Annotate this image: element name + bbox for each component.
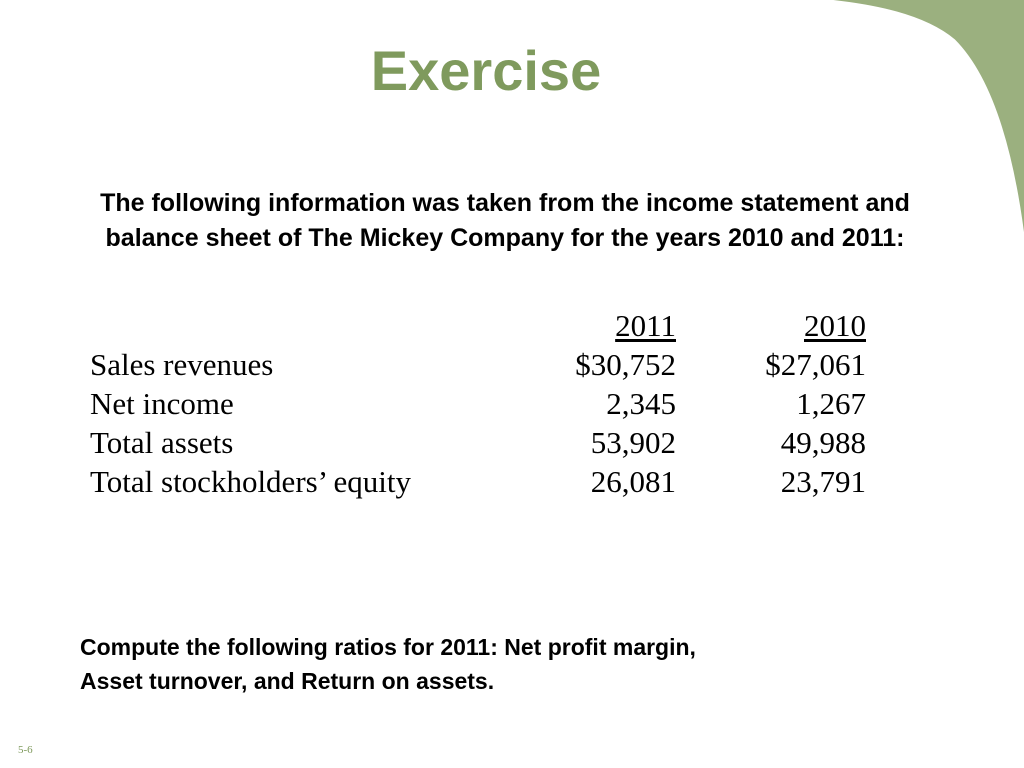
table-header-row — [80, 306, 866, 345]
task-line: Asset turnover, and Return on assets. — [80, 668, 495, 694]
year-2010-heading: 2010 — [804, 308, 866, 343]
row-label: Total assets — [90, 425, 234, 460]
row-label: Net income — [90, 386, 234, 421]
row-label: Total stockholders’ equity — [90, 464, 411, 499]
intro-line: The following information was taken from the income statement and — [100, 189, 910, 217]
value-2010: $27,061 — [765, 347, 866, 382]
intro-line: balance sheet of The Mickey Company for the years 2010 and 2011: — [105, 224, 905, 252]
value-2010: 23,791 — [780, 464, 866, 499]
intro-text — [20, 186, 990, 256]
row-label: Sales revenues — [90, 347, 274, 382]
page-number: 5-6 — [18, 744, 33, 756]
financial-data-table — [80, 306, 866, 501]
value-2010: 1,267 — [796, 386, 866, 421]
table-row — [80, 384, 866, 423]
value-2011: 2,345 — [606, 386, 676, 421]
value-2011: 26,081 — [590, 464, 676, 499]
table-row — [80, 462, 866, 501]
value-2010: 49,988 — [780, 425, 866, 460]
task-line: Compute the following ratios for 2011: Net profit margin, — [80, 634, 696, 660]
table-row — [80, 423, 866, 462]
value-2011: 53,902 — [590, 425, 676, 460]
task-instructions — [80, 630, 880, 698]
year-2011-heading: 2011 — [615, 308, 676, 343]
header-2010-cell — [676, 306, 866, 345]
page-title: Exercise — [370, 39, 602, 102]
header-label-cell — [80, 306, 530, 345]
value-2011: $30,752 — [575, 347, 676, 382]
header-2011-cell — [530, 306, 676, 345]
table-row — [80, 345, 866, 384]
